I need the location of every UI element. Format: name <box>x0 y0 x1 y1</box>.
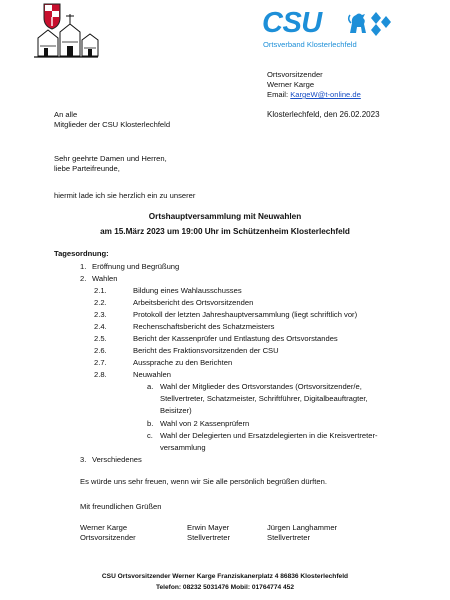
agenda-heading: Tagesordnung: <box>54 249 109 258</box>
agenda-item-text: Verschiedenes <box>92 455 142 464</box>
signature-block <box>267 523 337 543</box>
sender-email-label: Email: <box>267 90 289 100</box>
logo-subtitle: Ortsverband Klosterlechfeld <box>263 40 357 49</box>
agenda-subitem-number: 2.1. <box>94 286 107 295</box>
signature-block <box>187 523 230 543</box>
agenda-subitem-text: Neuwahlen <box>133 370 171 379</box>
agenda-subitem-number: 2.6. <box>94 346 107 355</box>
signature-block <box>80 523 136 543</box>
salutation <box>54 154 167 174</box>
municipal-crest-image <box>30 2 100 58</box>
agenda-subitem-text: Bericht der Kassenprüfer und Entlastung des Ortsvorstandes <box>133 334 338 343</box>
agenda-subitem-text: Protokoll der letzten Jahreshauptversammlung (liegt schriftlich vor) <box>133 310 358 319</box>
agenda-subitem-number: 2.3. <box>94 310 107 319</box>
agenda-subitem-number: 2.8. <box>94 370 107 379</box>
sender-email-line <box>267 90 361 100</box>
agenda-option-letter: c. <box>147 431 153 440</box>
sender-block <box>267 70 361 100</box>
agenda-subitem-text: Rechenschaftsbericht des Schatzmeisters <box>133 322 275 331</box>
sender-email-link[interactable]: KargeW@t-online.de <box>290 90 361 100</box>
agenda-subitem-number: 2.2. <box>94 298 107 307</box>
agenda-item-number: 1. <box>80 262 87 271</box>
sender-name: Werner Karge <box>267 80 315 90</box>
agenda-item-text: Wahlen <box>92 274 118 283</box>
agenda-option-text: Wahl der Delegierten und Ersatzdelegierten in die Kreisvertreter- <box>160 431 378 440</box>
agenda-option-text: Wahl der Mitglieder des Ortsvorstandes (Ortsvorsitzender/e, <box>160 382 362 391</box>
salutation-line-2: liebe Parteifreunde, <box>54 164 120 174</box>
recipient-line-2: Mitglieder der CSU Klosterlechfeld <box>54 120 171 130</box>
agenda-subitem-number: 2.4. <box>94 322 107 331</box>
agenda-item-number: 2. <box>80 274 87 283</box>
signature-role: Stellvertreter <box>267 533 311 543</box>
greeting: Mit freundlichen Grüßen <box>80 502 162 511</box>
agenda-subitem-text: Arbeitsbericht des Ortsvorsitzenden <box>133 298 254 307</box>
meeting-title: Ortshauptversammlung mit Neuwahlen <box>148 212 302 221</box>
closing-sentence: Es würde uns sehr freuen, wenn wir Sie alle persönlich begrüßen dürften. <box>80 477 327 486</box>
agenda-option-text: versammlung <box>160 443 206 452</box>
agenda-item-text: Eröffnung und Begrüßung <box>92 262 180 271</box>
agenda-option-text: Wahl von 2 Kassenprüfern <box>160 419 250 428</box>
salutation-line-1: Sehr geehrte Damen und Herren, <box>54 154 167 163</box>
recipient-line-1: An alle <box>54 110 78 119</box>
agenda-subitem-text: Bildung eines Wahlausschusses <box>133 286 242 295</box>
footer-address: CSU Ortsvorsitzender Werner Karge Franziskanerplatz 4 86836 Klosterlechfeld <box>101 573 349 580</box>
agenda-subitem-number: 2.7. <box>94 358 107 367</box>
bavarian-diamonds-icon <box>371 12 391 36</box>
sender-role: Ortsvorsitzender <box>267 70 323 79</box>
signature-name: Jürgen Langhammer <box>267 523 338 532</box>
agenda-subitem-text: Aussprache zu den Berichten <box>133 358 233 367</box>
letter-date: Klosterlechfeld, den 26.02.2023 <box>267 110 380 119</box>
agenda-option-text: Beisitzer) <box>160 406 192 415</box>
agenda-item-number: 3. <box>80 455 87 464</box>
invitation-text: hiermit lade ich sie herzlich ein zu unserer <box>54 191 196 200</box>
csu-logo-text: CSU <box>262 7 322 39</box>
agenda-option-text: Stellvertreter, Schatzmeister, Schriftführer, Digitalbeauftragter, <box>160 394 368 403</box>
csu-logo <box>262 6 397 56</box>
agenda-option-letter: a. <box>147 382 154 391</box>
recipient-block <box>54 110 170 130</box>
signature-name: Erwin Mayer <box>187 523 230 532</box>
agenda-subitem-text: Bericht des Fraktionsvorsitzenden der CSU <box>133 346 279 355</box>
signature-role: Ortsvorsitzender <box>80 533 136 543</box>
footer-phone: Telefon: 08232 5031476 Mobil: 01764774 452 <box>155 584 295 591</box>
lion-icon <box>347 11 369 35</box>
meeting-date-location: am 15.März 2023 um 19:00 Uhr im Schützenheim Klosterlechfeld <box>100 227 350 236</box>
agenda-subitem-number: 2.5. <box>94 334 107 343</box>
signature-name: Werner Karge <box>80 523 128 532</box>
agenda-option-letter: b. <box>147 419 154 428</box>
signature-role: Stellvertreter <box>187 533 231 543</box>
